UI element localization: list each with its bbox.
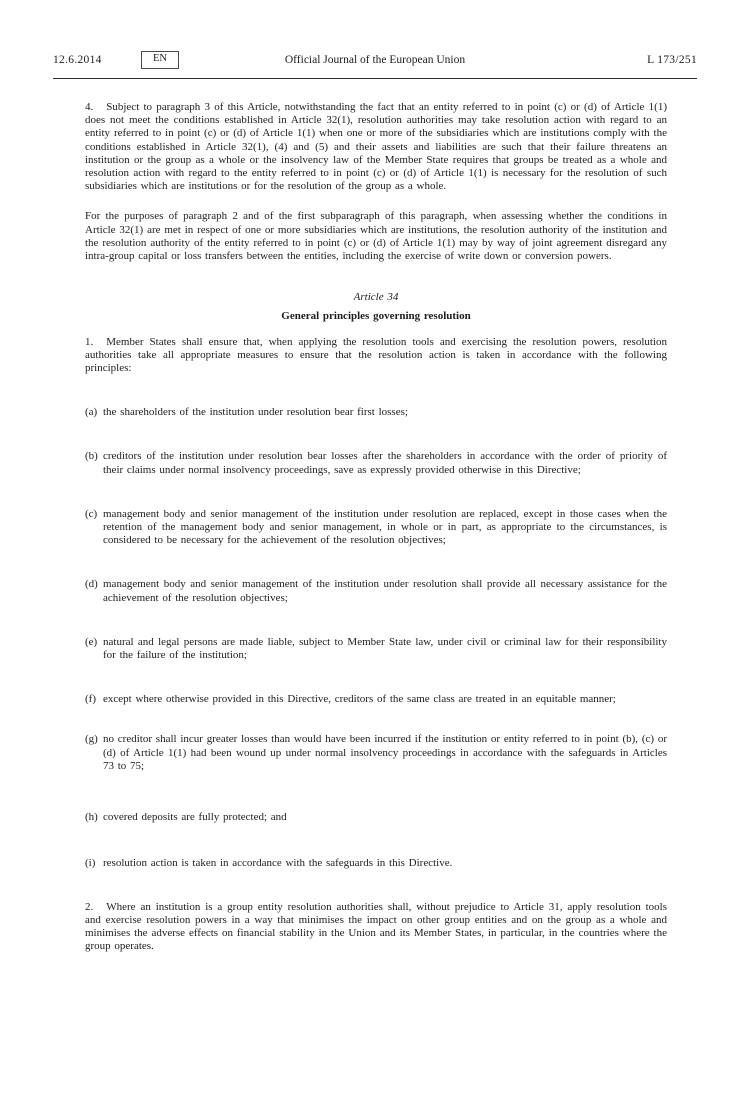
list-item-label: (c): [85, 507, 98, 520]
list-item-i: [85, 857, 667, 870]
list-item-f: [85, 693, 667, 706]
article-title-heading: General principles governing resolution: [281, 310, 471, 323]
paragraph-text: Subject to paragraph 3 of this Article, notwithstanding the fact that an entity referred to in point (c) or (d) of Article 1(1) does not meet the conditions established in Article 32(1), resolution authorities may take resolution action with regard to an entity referred to in point (c) or (d) of Article 1(1) when one or more of the subsidiaries which are institutions comply with the conditions established in Article 32(1), (4) and (5) and their assets and liabilities are such that their failure threatens an institution or the group as a whole or the insolvency law of the Member State requires that groups be treated as a whole and resolution action with regard to the entity referred to in point (c) or (d) of Article 1(1) is necessary for the resolution of such subsidiaries which are institutions or for the resolution of the group as a whole.: [85, 101, 667, 193]
list-item-c: [85, 508, 667, 548]
list-item-text: except where otherwise provided in this Directive, creditors of the same class are treated in an equitable manner;: [103, 693, 616, 706]
paragraph-4: [85, 101, 667, 193]
list-item-label: (a): [85, 406, 98, 419]
list-item-label: (f): [85, 693, 96, 706]
resolution-principles-list: [85, 406, 667, 870]
list-item-label: (e): [85, 635, 98, 648]
paragraph-4-subparagraph: For the purposes of paragraph 2 and of the first subparagraph of this paragraph, when assessing whether the conditions in Article 32(1) are met in respect of one or more subsidiaries which are institutions, the resolution authority of the institution and the resolution authority of the entity referred to in point (c) or (d) of Article 1(1) may by way of joint agreement disregard any intra-group capital or loss transfers between the entities, including the exercise of write down or conversion powers.: [85, 210, 667, 263]
paragraph-number: 1.: [85, 335, 94, 348]
paragraph-2: [85, 901, 667, 954]
paragraph-number: 4.: [85, 101, 94, 113]
page-reference: L 173/251: [647, 54, 697, 66]
list-item-e: [85, 636, 667, 662]
list-item-g: [85, 733, 667, 773]
list-item-text: no creditor shall incur greater losses than would have been incurred if the institution or entity referred to in point (b), (c) or (d) of Article 1(1) had been wound up under normal insolvency proceedings in accordance with the safeguards in Articles 73 to 75;: [103, 733, 667, 772]
list-item-label: (h): [85, 811, 98, 824]
page-header: [53, 52, 697, 69]
header-rule: [53, 78, 697, 79]
journal-page: [0, 52, 750, 1113]
paragraph-text: Where an institution is a group entity resolution authorities shall, without prejudice to Article 31, apply resolution tools and exercise resolution powers in a way that minimises the impact on other group entities and on the group as a whole and minimises the adverse effects on financial stability in the Union and its Member States, in particular, in the countries where the group operates.: [85, 900, 667, 953]
list-item-text: management body and senior management of the institution under resolution shall provide all necessary assistance for the achievement of the resolution objectives;: [103, 578, 667, 604]
article-number-heading: Article 34: [353, 291, 399, 304]
paragraph-1: [85, 336, 667, 376]
language-badge: EN: [141, 51, 179, 69]
header-date: 12.6.2014: [53, 54, 102, 66]
list-item-text: covered deposits are fully protected; and: [103, 811, 287, 824]
list-item-a: [85, 406, 667, 419]
list-item-label: (b): [85, 450, 98, 463]
list-item-text: management body and senior management of the institution under resolution are replaced, except in those cases when the retention of the management body and senior management, in whole or in part, as appropriate to the circumstances, is considered to be necessary for the achievement of the resolution objectives;: [103, 507, 667, 547]
list-item-d: [85, 578, 667, 604]
paragraph-number: 2.: [85, 900, 94, 913]
list-item-label: (g): [85, 733, 98, 746]
journal-title: Official Journal of the European Union: [284, 54, 466, 66]
list-item-h: [85, 811, 667, 824]
list-item-label: (d): [85, 578, 98, 591]
document-body: [85, 101, 667, 953]
list-item-text: the shareholders of the institution under resolution bear first losses;: [103, 406, 408, 419]
list-item-text: resolution action is taken in accordance with the safeguards in this Directive.: [103, 857, 453, 870]
list-item-label: (i): [85, 857, 96, 870]
list-item-b: [85, 450, 667, 476]
list-item-text: creditors of the institution under resolution bear losses after the shareholders in accordance with the order of priority of their claims under normal insolvency proceedings, save as expressly provided otherwise in this Directive;: [103, 450, 667, 476]
paragraph-text: Member States shall ensure that, when applying the resolution tools and exercising the resolution powers, resolution authorities take all appropriate measures to ensure that the resolution action is taken in accordance with the following principles:: [85, 335, 667, 375]
list-item-text: natural and legal persons are made liable, subject to Member State law, under civil or criminal law for their responsibility for the failure of the institution;: [103, 635, 667, 662]
